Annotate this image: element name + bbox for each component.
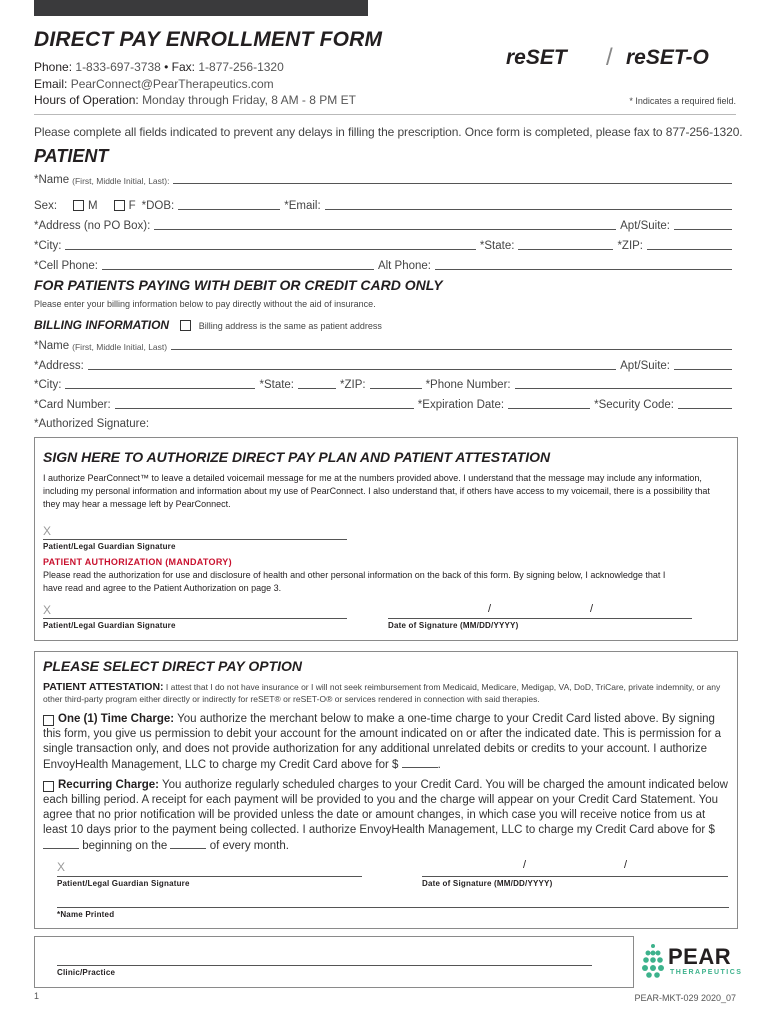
- option-date-caption: Date of Signature (MM/DD/YYYY): [422, 879, 553, 888]
- contact-email: [34, 77, 274, 91]
- one-time-checkbox[interactable]: [43, 715, 54, 726]
- expiration-label: *Expiration Date:: [417, 399, 505, 411]
- clinic-label: Clinic/Practice: [57, 968, 116, 977]
- authorize-text: I authorize PearConnect™ to leave a detailed voicemail message for me at the numbers provided above. I understand that the message may include any information, including my personal information and information about my use of PearConnect. I also understand that, if others have access to my voicemail, there is a possibility that they may hear a message left by PearConnect.: [43, 473, 710, 509]
- billing-zip-label: *ZIP:: [340, 379, 366, 391]
- therapeutics-wordmark: THERAPEUTICS: [670, 969, 743, 976]
- recurring-label: Recurring Charge:: [58, 779, 159, 791]
- expiration-field[interactable]: [508, 397, 590, 409]
- patient-email-field[interactable]: [325, 198, 732, 210]
- product-logos: [506, 46, 738, 74]
- patient-phone-row: [34, 256, 736, 272]
- patient-sex-row: [34, 196, 736, 212]
- recurring-text: You authorize regularly scheduled charges to your Credit Card. You will be charged the amount indicated below each billing period. A receipt for each payment will be provided to you and the charge will appear on your Credit Card Statement. You agree that no prior notification will be provided unless the date or amount changes, in which case you will receive notice from us at least 10 days prior to the payment being collected. I authorize EnvoyHealth Management, LLC to charge my Credit Card above for $: [43, 779, 728, 836]
- mandatory-label: PATIENT AUTHORIZATION (MANDATORY): [43, 557, 232, 567]
- billing-address-row: [34, 356, 736, 372]
- patient-name-sub: (First, Middle Initial, Last):: [72, 176, 170, 186]
- name-printed-field[interactable]: [57, 906, 729, 908]
- one-time-amount-field[interactable]: [402, 757, 438, 768]
- billing-name-row: [34, 336, 736, 352]
- one-time-text: You authorize the merchant below to make a one-time charge to your Credit Card listed above. By signing this form, you give us permission to debit your account for the amount indicated on or after the indicated date. This is permission for a single transaction only, and does not provide authorization for any additional unrelated debits or credits to your account. I authorize EnvoyHealth Management, LLC to charge my Credit Card above for $: [43, 713, 722, 771]
- dob-label: *DOB:: [141, 200, 175, 212]
- patient-name-field[interactable]: [173, 172, 732, 184]
- option-signature-caption: Patient/Legal Guardian Signature: [57, 879, 190, 888]
- form-title: DIRECT PAY ENROLLMENT FORM: [34, 28, 383, 51]
- fax-label: • Fax:: [164, 60, 196, 74]
- on-the-label: on the: [135, 840, 168, 852]
- signature-x-mark: X: [43, 524, 52, 538]
- reset-o-logo: reSET-O: [626, 46, 709, 69]
- sex-f-label: F: [128, 200, 136, 212]
- hours-value: Monday through Friday, 8 AM - 8 PM ET: [142, 93, 356, 107]
- dob-field[interactable]: [178, 198, 280, 210]
- attestation-block: [43, 681, 729, 705]
- contact-hours: [34, 93, 356, 107]
- option-date-field[interactable]: [422, 875, 728, 877]
- option-date-slash: /: [523, 859, 527, 871]
- patient-state-field[interactable]: [518, 238, 613, 250]
- sex-m-checkbox[interactable]: [73, 200, 84, 211]
- pear-icon: [640, 942, 666, 980]
- pear-therapeutics-logo: [640, 940, 743, 984]
- patient-address-row: [34, 216, 736, 232]
- card-subtext: Please enter your billing information below to pay directly without the aid of insurance.: [34, 299, 376, 309]
- security-code-field[interactable]: [678, 397, 732, 409]
- beginning-label: beginning: [82, 840, 133, 852]
- one-time-label: One (1) Time Charge:: [58, 713, 175, 725]
- patient-zip-label: *ZIP:: [617, 240, 643, 252]
- page-number: 1: [34, 991, 40, 1001]
- pear-wordmark: PEAR: [668, 944, 732, 969]
- patient-city-row: [34, 236, 736, 252]
- patient-email-label: *Email:: [284, 200, 321, 212]
- cell-phone-field[interactable]: [102, 258, 374, 270]
- logo-divider: /: [606, 44, 613, 71]
- attestation-label: PATIENT ATTESTATION:: [43, 681, 164, 693]
- security-code-label: *Security Code:: [594, 399, 674, 411]
- header-bar: [34, 0, 368, 16]
- form-code: PEAR-MKT-029 2020_07: [634, 993, 736, 1003]
- card-number-row: [34, 395, 736, 411]
- one-time-option: One (1) Time Charge: You authorize the merchant below to make a one-time charge to your Credit Card listed above. By signing this form, you give us permission to debit your account for the amount indicated on or after the indicated date. This is permission for a single transaction only, and does not provide authorization for any additional unrelated debits or credits to your account. I authorize EnvoyHealth Management, LLC to charge my Credit Card above for $ .: [43, 713, 722, 771]
- billing-phone-field[interactable]: [515, 377, 732, 389]
- signature-caption-2: Patient/Legal Guardian Signature: [43, 621, 176, 630]
- recurring-option: [43, 778, 729, 854]
- billing-city-label: *City:: [34, 379, 62, 391]
- alt-phone-field[interactable]: [435, 258, 732, 270]
- sex-m-label: M: [88, 200, 98, 212]
- email-value: PearConnect@PearTherapeutics.com: [70, 77, 274, 91]
- patient-zip-field[interactable]: [647, 238, 732, 250]
- recurring-amount-field[interactable]: [43, 838, 79, 849]
- date-slash: /: [488, 603, 492, 615]
- fax-value: 1-877-256-1320: [198, 60, 284, 74]
- contact-phone: [34, 60, 284, 74]
- card-heading: FOR PATIENTS PAYING WITH DEBIT OR CREDIT CARD ONLY: [34, 277, 443, 293]
- billing-heading-row: [34, 318, 382, 332]
- patient-address-label: *Address (no PO Box):: [34, 220, 151, 232]
- option-date-slash-2: /: [624, 859, 628, 871]
- intro-text: Please complete all fields indicated to prevent any delays in filling the prescription. Once form is completed, please fax to 877-256-1320.: [34, 125, 743, 139]
- email-label: Email:: [34, 77, 68, 91]
- signature-x-mark-2: X: [43, 603, 52, 617]
- required-note: * Indicates a required field.: [629, 96, 736, 106]
- billing-zip-field[interactable]: [370, 377, 422, 389]
- billing-apt-label: Apt/Suite:: [620, 360, 670, 372]
- patient-city-label: *City:: [34, 240, 62, 252]
- billing-heading: BILLING INFORMATION: [34, 318, 170, 332]
- clinic-field[interactable]: [57, 964, 592, 966]
- sex-f-checkbox[interactable]: [114, 200, 125, 211]
- authorized-signature-label: *Authorized Signature:: [34, 418, 150, 430]
- billing-state-field[interactable]: [298, 377, 336, 389]
- card-number-label: *Card Number:: [34, 399, 111, 411]
- attestation-text: I attest that I do not have insurance or I will not seek reimbursement from Medicaid, Medicare, Medigap, VA, DoD, TriCare, private indemnity, or any other third-party program either directly or indirectly for reSET® or reSET-O® or services rendered in connection with said therapies.: [43, 682, 721, 704]
- authorized-signature-row: [34, 414, 736, 430]
- divider: [34, 114, 736, 115]
- clinic-box: [34, 936, 634, 988]
- phone-label: Phone:: [34, 60, 73, 74]
- same-address-label: Billing address is the same as patient address: [198, 321, 382, 331]
- sex-label: Sex:: [34, 200, 58, 212]
- card-number-field[interactable]: [115, 397, 414, 409]
- billing-state-label: *State:: [259, 379, 295, 391]
- voicemail-signature-field[interactable]: [43, 538, 347, 540]
- recurring-checkbox[interactable]: [43, 781, 54, 792]
- signature-caption: Patient/Legal Guardian Signature: [43, 542, 176, 551]
- alt-phone-label: Alt Phone:: [377, 260, 432, 272]
- date-slash-2: /: [590, 603, 594, 615]
- patient-apt-label: Apt/Suite:: [620, 220, 670, 232]
- patient-city-field[interactable]: [65, 238, 475, 250]
- billing-address-field[interactable]: [88, 358, 616, 370]
- date-caption: Date of Signature (MM/DD/YYYY): [388, 621, 519, 630]
- name-printed-label: *Name Printed: [57, 910, 115, 919]
- patient-name-label: *Name: [34, 174, 70, 186]
- patient-name-row: [34, 170, 736, 186]
- cell-phone-label: *Cell Phone:: [34, 260, 98, 272]
- billing-name-sub: (First, Middle Initial, Last): [72, 342, 168, 352]
- option-heading: PLEASE SELECT DIRECT PAY OPTION: [43, 658, 303, 674]
- same-address-checkbox[interactable]: [180, 320, 191, 331]
- billing-name-label: *Name: [34, 340, 70, 352]
- phone-value: 1-833-697-3738: [75, 60, 161, 74]
- patient-apt-field[interactable]: [674, 218, 732, 230]
- billing-phone-label: *Phone Number:: [425, 379, 511, 391]
- billing-city-row: [34, 375, 736, 391]
- option-signature-field[interactable]: [57, 875, 362, 877]
- billing-apt-field[interactable]: [674, 358, 732, 370]
- mandatory-text: Please read the authorization for use and disclosure of health and other personal information on the back of this form. By signing below, I acknowledge that I have read and agree to the Patient Authorization on page 3.: [43, 570, 666, 593]
- option-x-mark: X: [57, 860, 66, 874]
- authorization-signature-field[interactable]: [43, 617, 347, 619]
- hours-label: Hours of Operation:: [34, 93, 139, 107]
- patient-heading: PATIENT: [34, 146, 109, 166]
- patient-address-field[interactable]: [154, 218, 616, 230]
- billing-address-label: *Address:: [34, 360, 84, 372]
- reset-logo: reSET: [506, 46, 567, 69]
- authorization-date-field[interactable]: [388, 617, 692, 619]
- authorize-heading: SIGN HERE TO AUTHORIZE DIRECT PAY PLAN AND PATIENT ATTESTATION: [43, 449, 551, 465]
- of-every-month-label: of every month.: [209, 840, 289, 852]
- patient-state-label: *State:: [479, 240, 515, 252]
- billing-name-field[interactable]: [171, 338, 732, 350]
- recurring-day-field[interactable]: [170, 838, 206, 849]
- billing-city-field[interactable]: [65, 377, 255, 389]
